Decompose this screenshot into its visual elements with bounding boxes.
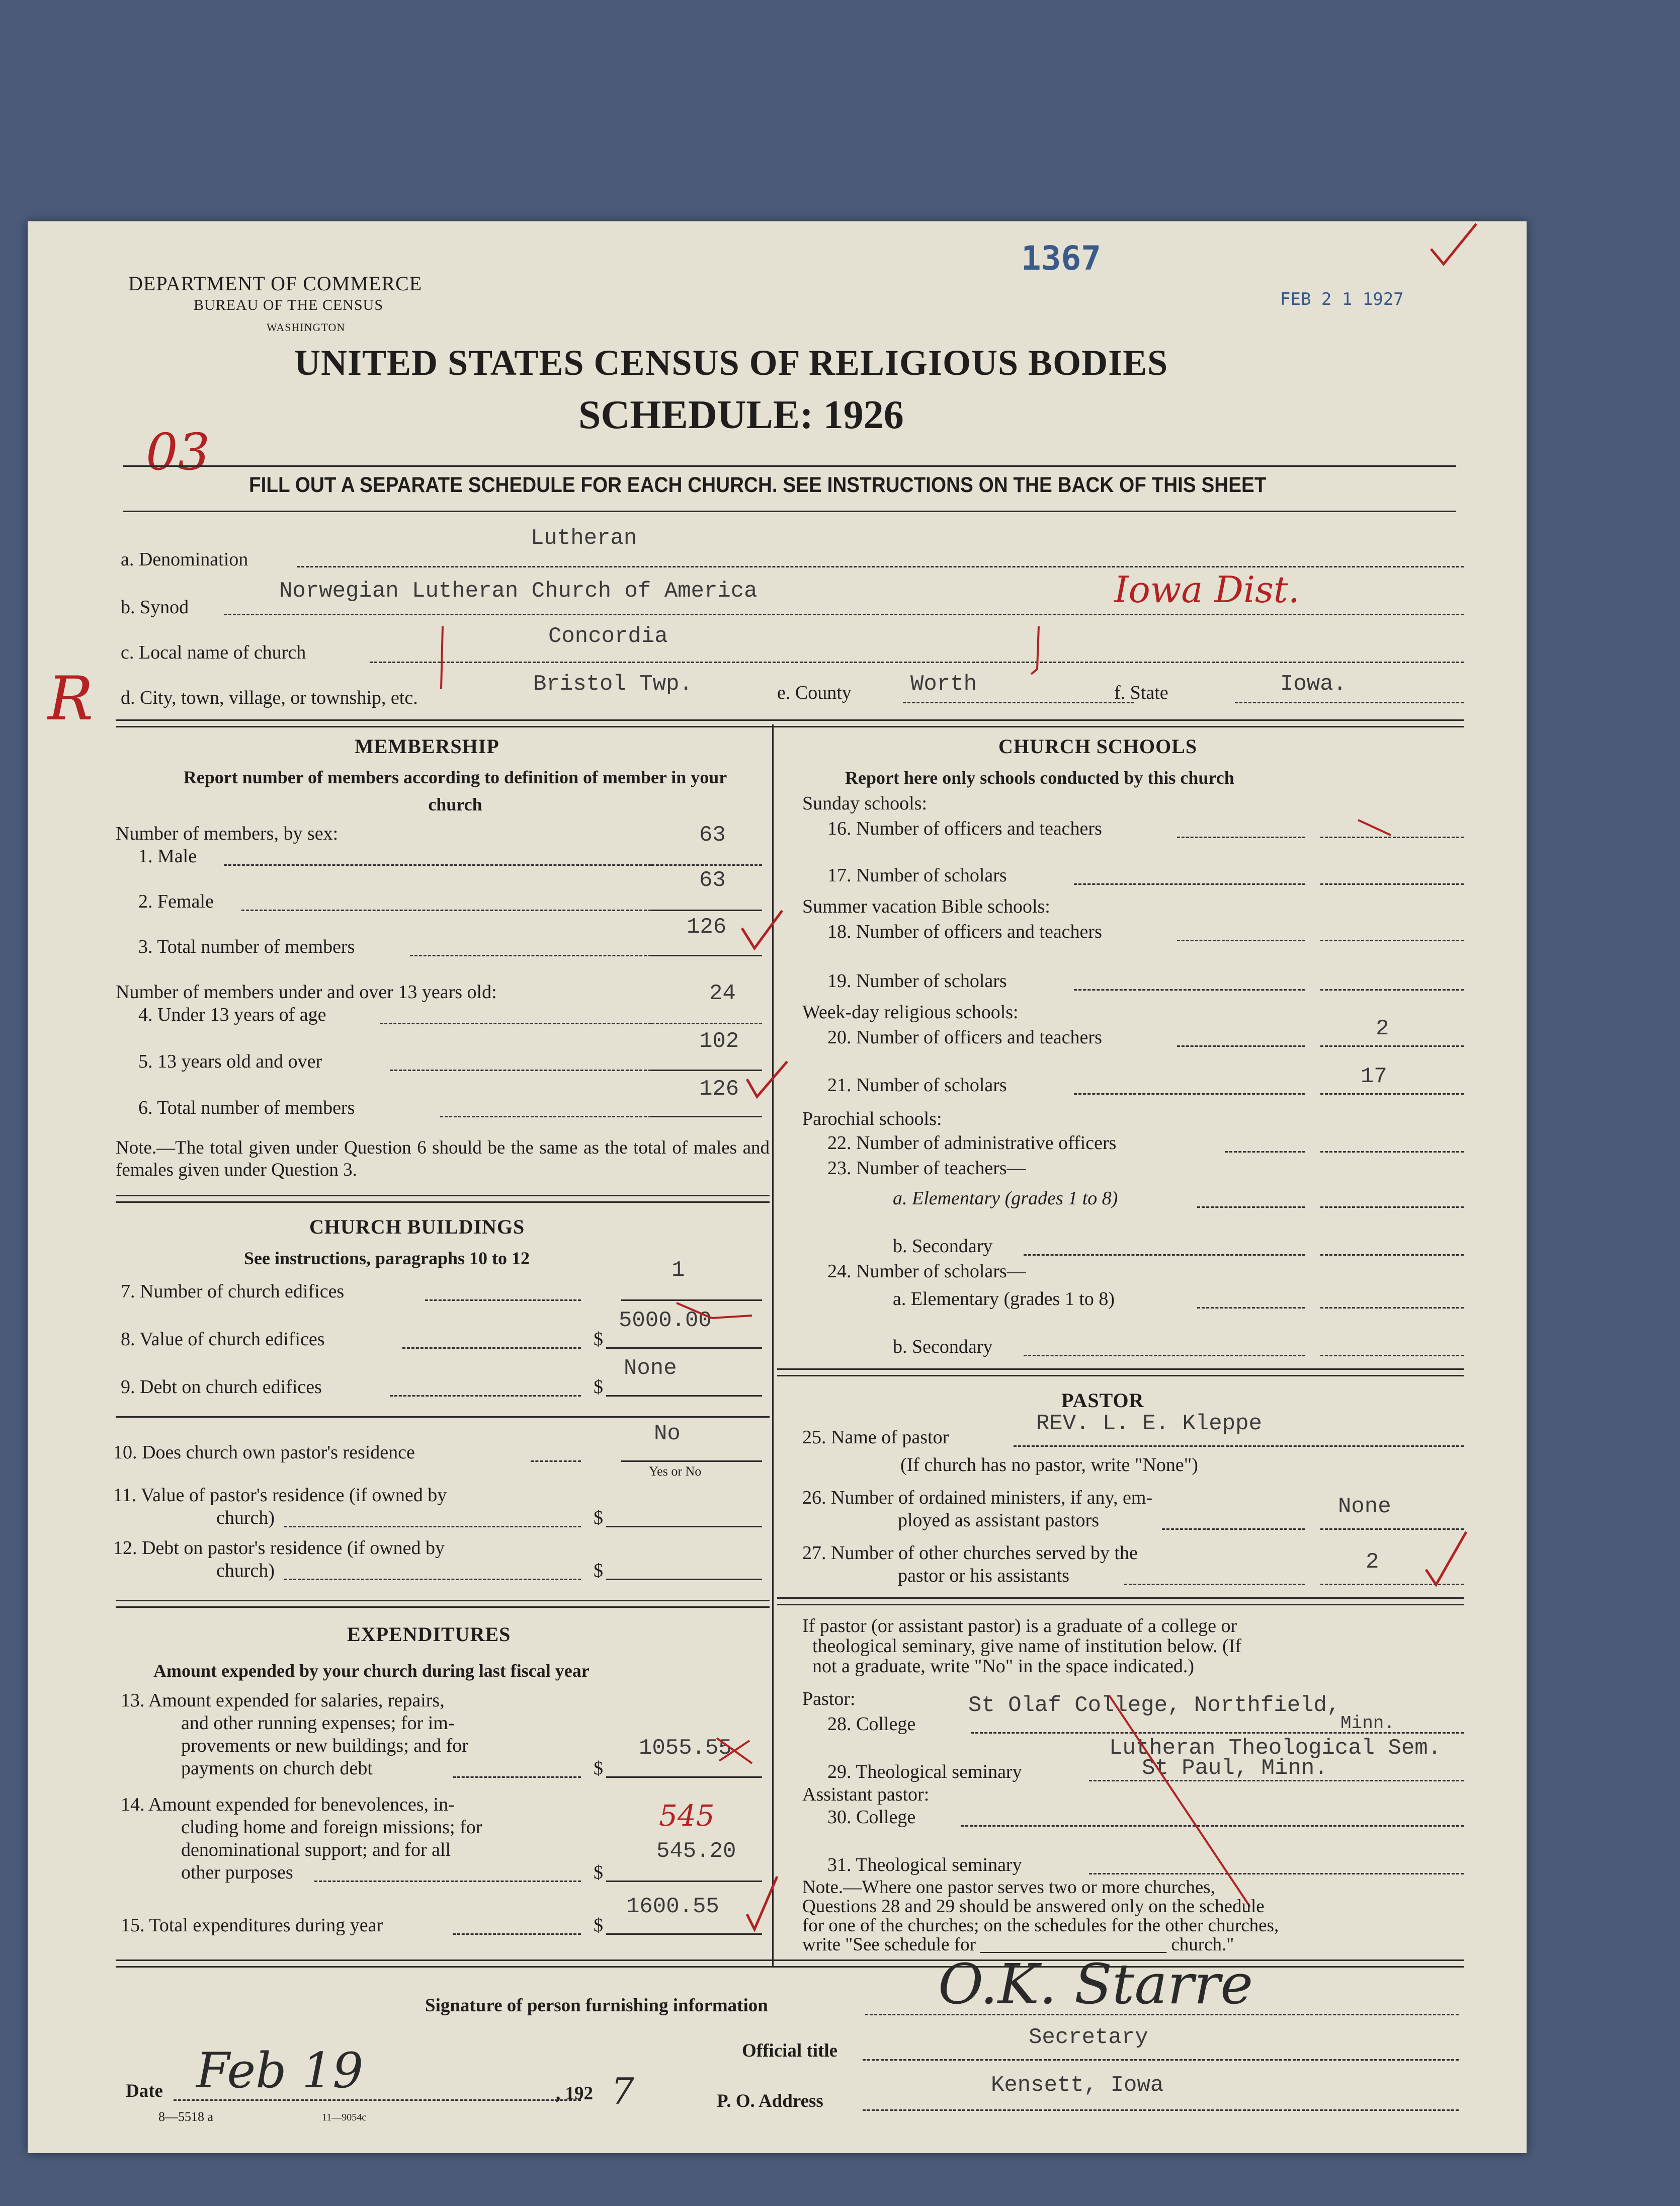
- membership-subtitle: Report number of members according to definition of member in your church: [183, 767, 727, 814]
- pastor-note-line3: for one of the churches; on the schedules for the other churches,: [802, 1915, 1279, 1936]
- pastor-note-line4: write "See schedule for ____________________ church.": [802, 1934, 1234, 1955]
- q23-label: 23. Number of teachers—: [827, 1158, 1026, 1179]
- q21-label: 21. Number of scholars: [827, 1075, 1007, 1096]
- serial-number-stamp: 1367: [1021, 239, 1101, 278]
- schools-heading: CHURCH SCHOOLS: [998, 735, 1198, 758]
- q24a-label: a. Elementary (grades 1 to 8): [893, 1288, 1115, 1310]
- dollar-sign: $: [594, 1376, 603, 1398]
- graduate-note-line3: not a graduate, write "No" in the space indicated.): [812, 1656, 1195, 1677]
- membership-note: Note.—The total given under Question 6 should be the same as the total of males and females given under Question 3.: [116, 1137, 770, 1180]
- graduate-note-line2: theological seminary, give name of institution below. (If: [812, 1636, 1242, 1657]
- q13-label-line2: and other running expenses; for im-: [181, 1712, 455, 1734]
- q3-label: 3. Total number of members: [138, 936, 355, 957]
- check-mark-icon: [1426, 221, 1481, 272]
- q26-value: None: [1338, 1494, 1391, 1519]
- q25-value: REV. L. E. Kleppe: [1036, 1411, 1262, 1436]
- q29-value-cont: St Paul, Minn.: [1142, 1756, 1328, 1781]
- q2-value: 63: [699, 868, 726, 893]
- dollar-sign: $: [594, 1862, 603, 1883]
- denomination-label: a. Denomination: [121, 549, 248, 570]
- q25-note: (If church has no pastor, write "None"): [900, 1454, 1198, 1476]
- q30-label: 30. College: [827, 1807, 916, 1828]
- county-value: Worth: [910, 672, 977, 697]
- dollar-sign: $: [594, 1507, 603, 1528]
- red-code-annotation: 03: [146, 423, 210, 481]
- q24b-label: b. Secondary: [893, 1336, 993, 1357]
- schools-subtitle: Report here only schools conducted by this church: [845, 768, 1234, 788]
- q27-label-cont: pastor or his assistants: [898, 1565, 1069, 1586]
- red-correction-mark-icon: [712, 1733, 757, 1773]
- q19-label: 19. Number of scholars: [827, 970, 1007, 992]
- instruction-banner: FILL OUT A SEPARATE SCHEDULE FOR EACH CHURCH. SEE INSTRUCTIONS ON THE BACK OF THIS SHEET: [249, 473, 1267, 497]
- form-number: 8—5518 a: [158, 2109, 214, 2124]
- q6-label: 6. Total number of members: [138, 1097, 355, 1118]
- q18-label: 18. Number of officers and teachers: [827, 921, 1102, 942]
- q12-label: 12. Debt on pastor's residence (if owned by: [113, 1537, 445, 1559]
- q14-label-line4: other purposes: [181, 1862, 293, 1883]
- members-by-age-label: Number of members under and over 13 years old:: [116, 982, 497, 1003]
- buildings-subtitle: See instructions, paragraphs 10 to 12: [244, 1248, 530, 1268]
- q12-label-cont: church): [216, 1560, 275, 1581]
- q17-label: 17. Number of scholars: [827, 865, 1007, 886]
- signature-label: Signature of person furnishing information: [425, 1995, 768, 2016]
- q10-label: 10. Does church own pastor's residence: [113, 1442, 415, 1463]
- q7-label: 7. Number of church edifices: [121, 1281, 345, 1302]
- q27-value: 2: [1366, 1549, 1379, 1575]
- check-mark-icon: [742, 1874, 782, 1939]
- q27-label: 27. Number of other churches served by the: [802, 1542, 1138, 1564]
- schedule-title: SCHEDULE: 1926: [578, 393, 904, 437]
- pastor-note-line2: Questions 28 and 29 should be answered only on the schedule: [802, 1896, 1265, 1917]
- dollar-sign: $: [594, 1758, 603, 1779]
- q26-label-cont: ployed as assistant pastors: [898, 1510, 1100, 1531]
- q9-value: None: [624, 1356, 677, 1381]
- city-label: d. City, town, village, or township, etc.: [121, 687, 418, 708]
- red-dash-mark-icon: [1356, 815, 1396, 840]
- po-address-label: P. O. Address: [717, 2091, 823, 2111]
- red-tick-icon: [435, 624, 450, 694]
- q8-value: 5000.00: [619, 1308, 712, 1333]
- q1-label: 1. Male: [138, 846, 197, 867]
- membership-heading: MEMBERSHIP: [355, 735, 499, 758]
- red-correction-mark-icon: [671, 1298, 757, 1338]
- q13-value: 1055.55: [639, 1736, 732, 1761]
- margin-mark: R: [48, 664, 94, 734]
- q8-label: 8. Value of church edifices: [121, 1329, 325, 1350]
- q29-label: 29. Theological seminary: [827, 1761, 1022, 1782]
- q25-label: 25. Name of pastor: [802, 1427, 949, 1448]
- official-title-value: Secretary: [1029, 2025, 1148, 2050]
- q22-label: 22. Number of administrative officers: [827, 1132, 1117, 1154]
- q2-label: 2. Female: [138, 891, 214, 912]
- q4-label: 4. Under 13 years of age: [138, 1004, 326, 1025]
- q14-label-line3: denominational support; and for all: [181, 1839, 451, 1860]
- members-by-sex-label: Number of members, by sex:: [116, 823, 339, 844]
- pastor-subheading: Pastor:: [802, 1688, 856, 1709]
- year-prefix: , 192: [556, 2083, 593, 2104]
- city-heading: WASHINGTON: [267, 321, 346, 334]
- department-heading: DEPARTMENT OF COMMERCE: [128, 272, 423, 295]
- parochial-schools-label: Parochial schools:: [802, 1108, 942, 1129]
- q3-value: 126: [687, 915, 727, 940]
- q28-value: St Olaf College, Northfield,: [968, 1693, 1340, 1718]
- q13-label-line3: provements or new buildings; and for: [181, 1735, 468, 1756]
- q23a-label: a. Elementary (grades 1 to 8): [893, 1188, 1118, 1209]
- q11-label: 11. Value of pastor's residence (if owned by: [113, 1485, 447, 1506]
- q31-label: 31. Theological seminary: [827, 1854, 1022, 1875]
- weekday-schools-label: Week-day religious schools:: [802, 1002, 1019, 1023]
- q13-label-line4: payments on church debt: [181, 1758, 373, 1779]
- q29-value: Lutheran Theological Sem.: [1109, 1736, 1442, 1761]
- sunday-schools-label: Sunday schools:: [802, 793, 928, 814]
- q11-label-cont: church): [216, 1507, 275, 1528]
- q20-value: 2: [1376, 1016, 1389, 1041]
- received-date-stamp: FEB 2 1 1927: [1280, 289, 1404, 309]
- q13-label-line1: 13. Amount expended for salaries, repairs,: [121, 1690, 445, 1711]
- dollar-sign: $: [594, 1329, 603, 1350]
- denomination-value: Lutheran: [531, 526, 637, 551]
- po-address-value: Kensett, Iowa: [991, 2073, 1164, 2098]
- state-value: Iowa.: [1280, 672, 1347, 697]
- check-mark-icon: [1421, 1529, 1471, 1595]
- dollar-sign: $: [594, 1915, 603, 1936]
- q6-value: 126: [699, 1077, 739, 1102]
- q21-value: 17: [1361, 1064, 1387, 1089]
- q16-label: 16. Number of officers and teachers: [827, 818, 1102, 839]
- census-schedule-sheet: [28, 221, 1527, 2153]
- q9-label: 9. Debt on church edifices: [121, 1376, 322, 1398]
- q5-label: 5. 13 years old and over: [138, 1051, 322, 1072]
- q14-red-correction: 545: [659, 1799, 715, 1833]
- pastor-heading: PASTOR: [1061, 1389, 1144, 1412]
- synod-label: b. Synod: [121, 597, 189, 618]
- q7-value: 1: [671, 1258, 685, 1283]
- q4-value: 24: [709, 981, 736, 1006]
- q14-label-line1: 14. Amount expended for benevolences, in-: [121, 1794, 455, 1815]
- synod-value: Norwegian Lutheran Church of America: [279, 579, 758, 604]
- graduate-note-line1: If pastor (or assistant pastor) is a graduate of a college or: [802, 1615, 1237, 1637]
- date-label: Date: [126, 2081, 163, 2101]
- check-mark-icon: [742, 1059, 792, 1109]
- q14-value: 545.20: [656, 1839, 736, 1864]
- q1-value: 63: [699, 823, 726, 848]
- bureau-heading: BUREAU OF THE CENSUS: [194, 297, 383, 313]
- q10-value: No: [654, 1421, 681, 1446]
- q28-value-cont: Minn.: [1340, 1713, 1395, 1734]
- q24-label: 24. Number of scholars—: [827, 1261, 1026, 1282]
- year-digit: 7: [611, 2070, 634, 2112]
- q23b-label: b. Secondary: [893, 1236, 993, 1257]
- pastor-note-line1: Note.—Where one pastor serves two or more churches,: [802, 1877, 1215, 1898]
- local-name-label: c. Local name of church: [121, 642, 306, 663]
- synod-district-note: Iowa Dist.: [1114, 568, 1300, 611]
- q20-label: 20. Number of officers and teachers: [827, 1027, 1102, 1048]
- form-title: UNITED STATES CENSUS OF RELIGIOUS BODIES: [294, 343, 1168, 383]
- check-mark-icon: [737, 908, 787, 958]
- print-number: 11—9054c: [322, 2112, 367, 2123]
- dollar-sign: $: [594, 1560, 603, 1581]
- summer-schools-label: Summer vacation Bible schools:: [802, 896, 1050, 917]
- county-label: e. County: [777, 682, 852, 703]
- q28-label: 28. College: [827, 1713, 916, 1735]
- city-value: Bristol Twp.: [533, 672, 693, 697]
- red-tick-icon: [1026, 624, 1051, 679]
- buildings-heading: CHURCH BUILDINGS: [309, 1215, 525, 1238]
- date-value: Feb 19: [196, 2042, 364, 2099]
- local-name-value: Concordia: [548, 624, 668, 649]
- q26-label: 26. Number of ordained ministers, if any, em-: [802, 1487, 1153, 1508]
- assistant-pastor-subheading: Assistant pastor:: [802, 1784, 930, 1805]
- yes-or-no-hint: Yes or No: [649, 1464, 702, 1479]
- q15-value: 1600.55: [626, 1894, 719, 1919]
- expenditures-heading: EXPENDITURES: [347, 1623, 511, 1646]
- q15-label: 15. Total expenditures during year: [121, 1915, 383, 1936]
- expenditures-subtitle: Amount expended by your church during last fiscal year: [153, 1661, 590, 1681]
- signature-value: O.K. Starre: [938, 1952, 1253, 2016]
- official-title-label: Official title: [742, 2040, 838, 2061]
- state-label: f. State: [1114, 682, 1168, 703]
- q5-value: 102: [699, 1029, 739, 1054]
- q14-label-line2: cluding home and foreign missions; for: [181, 1817, 482, 1838]
